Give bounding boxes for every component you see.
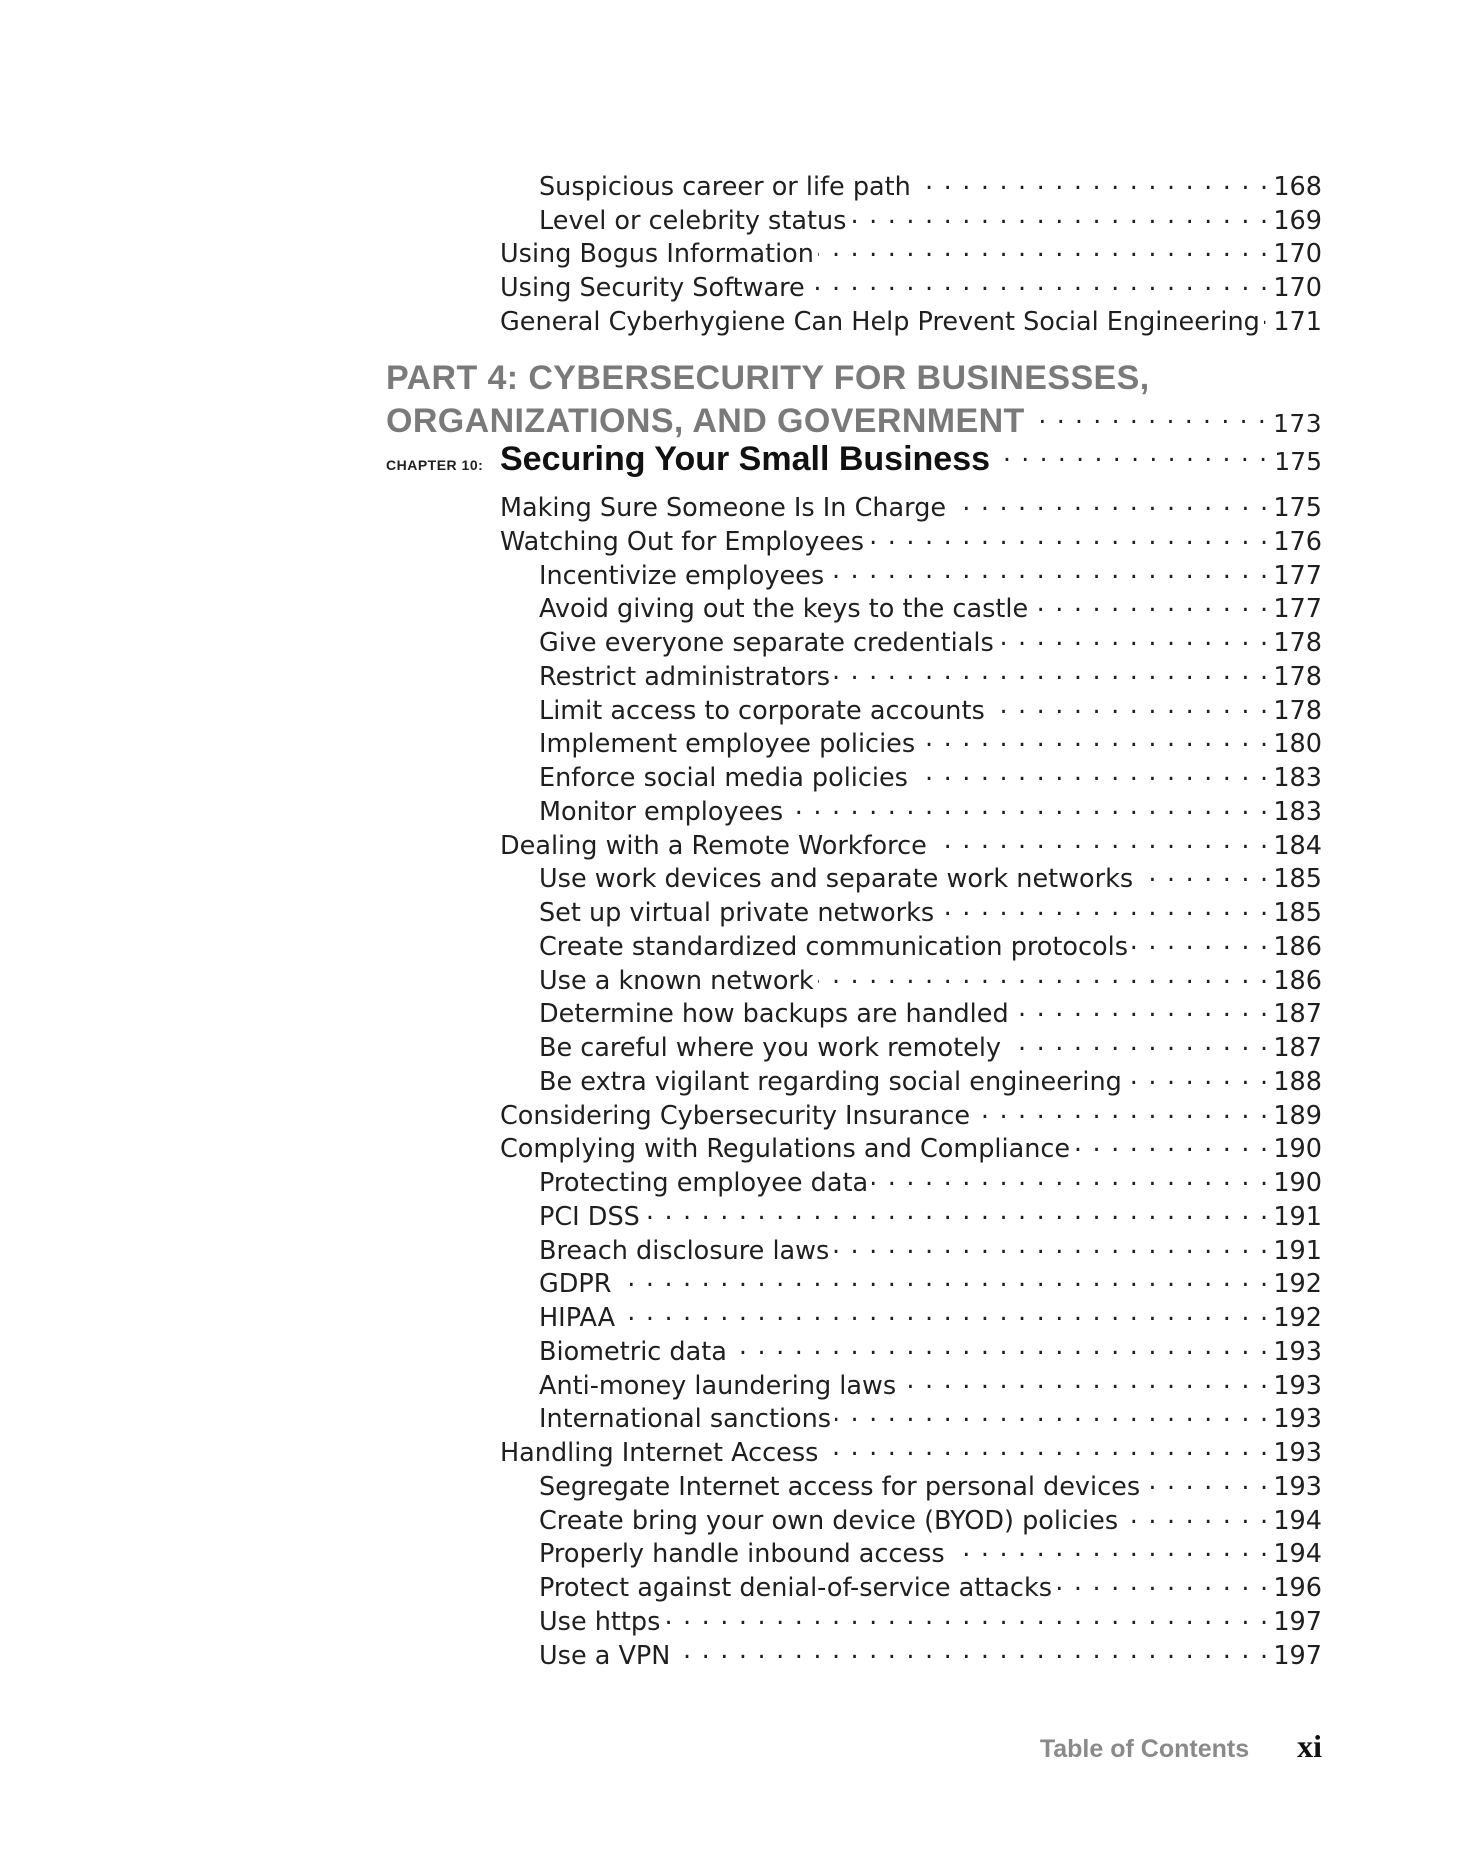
toc-entry-page: 177 bbox=[1273, 594, 1322, 625]
dot-leader bbox=[1056, 1568, 1269, 1596]
toc-entry-title: Suspicious career or life path bbox=[539, 172, 911, 202]
toc-entry-page: 170 bbox=[1273, 239, 1322, 270]
toc-entry-page: 196 bbox=[1273, 1573, 1322, 1603]
dot-leader bbox=[974, 1096, 1269, 1124]
toc-entry-page: 169 bbox=[1273, 205, 1322, 236]
dot-leader bbox=[818, 961, 1270, 989]
toc-entry-title: Create bring your own device (BYOD) policies bbox=[539, 1505, 1119, 1536]
toc-entry[interactable] bbox=[500, 1129, 1322, 1163]
toc-entry-page: 189 bbox=[1273, 1100, 1322, 1131]
toc-entry-title: Handling Internet Access bbox=[500, 1438, 819, 1468]
dot-leader bbox=[996, 436, 1268, 470]
toc-entry[interactable] bbox=[539, 1568, 1322, 1602]
toc-entry-page: 190 bbox=[1273, 1134, 1322, 1165]
dot-leader bbox=[664, 1602, 1269, 1630]
toc-entry[interactable] bbox=[539, 1062, 1322, 1096]
toc-entry[interactable] bbox=[539, 994, 1322, 1028]
dot-leader bbox=[833, 1231, 1269, 1259]
toc-entry[interactable] bbox=[539, 1264, 1322, 1298]
toc-entry-page: 191 bbox=[1273, 1235, 1322, 1266]
dot-leader bbox=[850, 201, 1269, 229]
dot-leader bbox=[1126, 1062, 1270, 1090]
toc-entry-page: 178 bbox=[1273, 695, 1322, 726]
dot-leader bbox=[950, 488, 1269, 516]
toc-entry-title: Breach disclosure laws bbox=[539, 1235, 830, 1266]
toc-entry-title: Protect against denial-of-service attacks bbox=[539, 1573, 1053, 1603]
toc-entry-title: Properly handle inbound access bbox=[539, 1539, 945, 1570]
toc-entry-page: 193 bbox=[1273, 1404, 1322, 1435]
toc-entry-page: 178 bbox=[1273, 628, 1322, 658]
toc-entry[interactable] bbox=[539, 961, 1322, 995]
toc-entry-title: Monitor employees bbox=[539, 796, 784, 827]
toc-entry-title: Use work devices and separate work networks bbox=[539, 864, 1134, 895]
toc-entry[interactable] bbox=[500, 234, 1322, 268]
toc-entry-title: Implement employee policies bbox=[539, 729, 916, 760]
toc-entry[interactable] bbox=[539, 201, 1322, 235]
toc-entry[interactable] bbox=[500, 826, 1322, 860]
dot-leader bbox=[949, 1534, 1270, 1562]
toc-entry-page: 176 bbox=[1273, 526, 1322, 557]
toc-entry-page: 186 bbox=[1273, 965, 1322, 996]
toc-entry-page: 187 bbox=[1273, 1033, 1322, 1063]
toc-entry-page: 171 bbox=[1273, 306, 1322, 337]
dot-leader bbox=[1032, 589, 1269, 617]
dot-leader bbox=[1137, 859, 1269, 887]
dot-leader bbox=[1074, 1129, 1269, 1157]
dot-leader bbox=[915, 167, 1270, 195]
toc-entry[interactable] bbox=[500, 1096, 1322, 1130]
toc-entry[interactable] bbox=[539, 691, 1322, 725]
toc-entry-page: 193 bbox=[1273, 1471, 1322, 1502]
toc-entry[interactable] bbox=[500, 268, 1322, 302]
toc-entry[interactable] bbox=[539, 1501, 1322, 1535]
dot-leader bbox=[787, 792, 1269, 820]
toc-entry-page: 183 bbox=[1273, 763, 1322, 793]
toc-entry-title: Determine how backups are handled bbox=[539, 999, 1009, 1030]
dot-leader bbox=[619, 1298, 1269, 1326]
toc-entry[interactable] bbox=[539, 1399, 1322, 1433]
toc-entry-page: 178 bbox=[1273, 661, 1322, 692]
toc-entry-page: 193 bbox=[1273, 1438, 1322, 1468]
dot-leader bbox=[868, 522, 1269, 550]
page-footer bbox=[1040, 1728, 1322, 1765]
toc-entry-title: Dealing with a Remote Workforce bbox=[500, 830, 927, 861]
toc-entry-page: 192 bbox=[1273, 1303, 1322, 1333]
dot-leader bbox=[822, 1433, 1269, 1461]
toc-entry-title: Limit access to corporate accounts bbox=[539, 695, 985, 726]
toc-entry-title: Using Security Software bbox=[500, 273, 805, 304]
dot-leader bbox=[989, 691, 1270, 719]
part-heading-line2: ORGANIZATIONS, AND GOVERNMENT bbox=[386, 402, 1025, 440]
page-number: xi bbox=[1297, 1728, 1322, 1764]
toc-entry-page: 190 bbox=[1273, 1168, 1322, 1198]
toc-entry-title: HIPAA bbox=[539, 1303, 616, 1333]
toc-entry[interactable] bbox=[539, 1332, 1322, 1366]
toc-entry-page: 194 bbox=[1273, 1539, 1322, 1570]
toc-entry-page: 197 bbox=[1273, 1640, 1322, 1671]
part-page-number: 173 bbox=[1273, 409, 1322, 438]
toc-entry-title: Protecting employee data bbox=[539, 1168, 869, 1198]
toc-entry-title: Avoid giving out the keys to the castle bbox=[539, 594, 1029, 625]
toc-entry[interactable] bbox=[539, 1366, 1322, 1400]
toc-entry-title: Use a VPN bbox=[539, 1640, 671, 1671]
dot-leader bbox=[1132, 927, 1269, 955]
toc-entry-page: 185 bbox=[1273, 864, 1322, 895]
toc-entry-title: Biometric data bbox=[539, 1336, 727, 1367]
chapter-title: Securing Your Small Business bbox=[500, 440, 991, 478]
toc-entry[interactable] bbox=[500, 1433, 1322, 1467]
toc-entry[interactable] bbox=[539, 1197, 1322, 1231]
dot-leader bbox=[731, 1332, 1269, 1360]
toc-entry-title: Making Sure Someone Is In Charge bbox=[500, 493, 947, 523]
dot-leader bbox=[872, 1163, 1269, 1191]
footer-label: Table of Contents bbox=[1039, 1735, 1250, 1763]
toc-entry[interactable] bbox=[539, 859, 1322, 893]
toc-entry[interactable] bbox=[539, 623, 1322, 657]
toc-entry[interactable] bbox=[500, 302, 1322, 336]
toc-entry[interactable] bbox=[539, 792, 1322, 826]
toc-entry-page: 191 bbox=[1273, 1201, 1322, 1232]
toc-entry-page: 177 bbox=[1273, 560, 1322, 591]
dot-leader bbox=[818, 234, 1269, 262]
dot-leader bbox=[1013, 994, 1270, 1022]
toc-entry-title: Segregate Internet access for personal devices bbox=[539, 1471, 1141, 1502]
toc-entry[interactable] bbox=[500, 522, 1322, 556]
toc-entry-page: 192 bbox=[1273, 1269, 1322, 1300]
toc-entry-page: 185 bbox=[1273, 898, 1322, 928]
toc-entry-title: General Cyberhygiene Can Help Prevent Social Engineering bbox=[500, 306, 1260, 337]
chapter-page-number: 175 bbox=[1274, 447, 1322, 476]
toc-entry-page: 183 bbox=[1273, 796, 1322, 827]
dot-leader bbox=[1031, 398, 1267, 432]
chapter-label: CHAPTER 10: bbox=[386, 457, 484, 473]
toc-entry-title: Using Bogus Information bbox=[500, 239, 814, 270]
dot-leader bbox=[931, 826, 1270, 854]
toc-entry-title: Set up virtual private networks bbox=[539, 898, 935, 928]
dot-leader bbox=[1005, 1028, 1269, 1056]
toc-entry-page: 193 bbox=[1273, 1336, 1322, 1367]
toc-entry[interactable] bbox=[539, 1636, 1322, 1670]
toc-entry-page: 184 bbox=[1273, 830, 1322, 861]
toc-entry-title: PCI DSS bbox=[539, 1201, 640, 1232]
dot-leader bbox=[900, 1366, 1269, 1394]
dot-leader bbox=[1264, 302, 1270, 330]
dot-leader bbox=[912, 758, 1269, 786]
toc-entry-title: Be careful where you work remotely bbox=[539, 1033, 1001, 1063]
toc-entry-title: Restrict administrators bbox=[539, 661, 830, 692]
part-heading-line1: PART 4: CYBERSECURITY FOR BUSINESSES, bbox=[386, 359, 1150, 397]
toc-entry-page: 168 bbox=[1273, 172, 1322, 202]
toc-entry-title: Anti-money laundering laws bbox=[539, 1370, 897, 1401]
dot-leader bbox=[938, 893, 1269, 921]
toc-entry-page: 170 bbox=[1273, 273, 1322, 304]
toc-entry[interactable] bbox=[539, 589, 1322, 623]
toc-entry[interactable] bbox=[539, 167, 1322, 201]
toc-entry-title: International sanctions bbox=[539, 1404, 832, 1435]
toc-entry-title: Level or celebrity status bbox=[539, 205, 847, 236]
part-heading-row2 bbox=[386, 398, 1322, 438]
toc-entry[interactable] bbox=[539, 1602, 1322, 1636]
toc-entry[interactable] bbox=[539, 758, 1322, 792]
dot-leader bbox=[919, 724, 1269, 752]
toc-entry-page: 194 bbox=[1273, 1505, 1322, 1536]
toc-entry-page: 188 bbox=[1273, 1066, 1322, 1097]
toc-entry-title: Complying with Regulations and Compliance bbox=[500, 1134, 1071, 1165]
toc-entry[interactable] bbox=[500, 488, 1322, 522]
toc-entry[interactable] bbox=[539, 1231, 1322, 1265]
dot-leader bbox=[809, 268, 1270, 296]
dot-leader bbox=[644, 1197, 1270, 1225]
toc-entry[interactable] bbox=[539, 1298, 1322, 1332]
toc-entry-page: 175 bbox=[1273, 493, 1322, 523]
toc-entry-title: Give everyone separate credentials bbox=[539, 628, 994, 658]
toc-entry[interactable] bbox=[539, 1467, 1322, 1501]
toc-entry[interactable] bbox=[539, 893, 1322, 927]
dot-leader bbox=[1144, 1467, 1269, 1495]
toc-entry-title: Watching Out for Employees bbox=[500, 526, 865, 557]
dot-leader bbox=[1122, 1501, 1269, 1529]
toc-entry[interactable] bbox=[539, 657, 1322, 691]
dot-leader bbox=[834, 657, 1269, 685]
toc-entry-page: 197 bbox=[1273, 1606, 1322, 1637]
toc-entry-title: Enforce social media policies bbox=[539, 763, 908, 793]
toc-entry[interactable] bbox=[539, 927, 1322, 961]
toc-entry-title: Use https bbox=[539, 1606, 661, 1637]
toc-entry-page: 187 bbox=[1273, 999, 1322, 1030]
toc-entry-page: 193 bbox=[1273, 1370, 1322, 1401]
toc-entry[interactable] bbox=[539, 1028, 1322, 1062]
toc-entry-title: Create standardized communication protocols bbox=[539, 931, 1129, 962]
chapter-heading bbox=[386, 436, 1322, 482]
dot-leader bbox=[998, 623, 1270, 651]
toc-entry-title: Incentivize employees bbox=[539, 560, 825, 591]
dot-leader bbox=[828, 556, 1269, 584]
toc-entry-page: 180 bbox=[1273, 729, 1322, 760]
toc-entry[interactable] bbox=[539, 1163, 1322, 1197]
toc-entry-title: Be extra vigilant regarding social engineering bbox=[539, 1066, 1122, 1097]
toc-entry-title: GDPR bbox=[539, 1269, 612, 1300]
toc-entry[interactable] bbox=[539, 1534, 1322, 1568]
toc-entry-title: Use a known network bbox=[539, 965, 814, 996]
dot-leader bbox=[835, 1399, 1269, 1427]
dot-leader bbox=[616, 1264, 1270, 1292]
toc-entry[interactable] bbox=[539, 724, 1322, 758]
toc-entry-title: Considering Cybersecurity Insurance bbox=[500, 1100, 971, 1131]
toc-entry-page: 186 bbox=[1273, 931, 1322, 962]
dot-leader bbox=[674, 1636, 1269, 1664]
toc-entry[interactable] bbox=[539, 556, 1322, 590]
